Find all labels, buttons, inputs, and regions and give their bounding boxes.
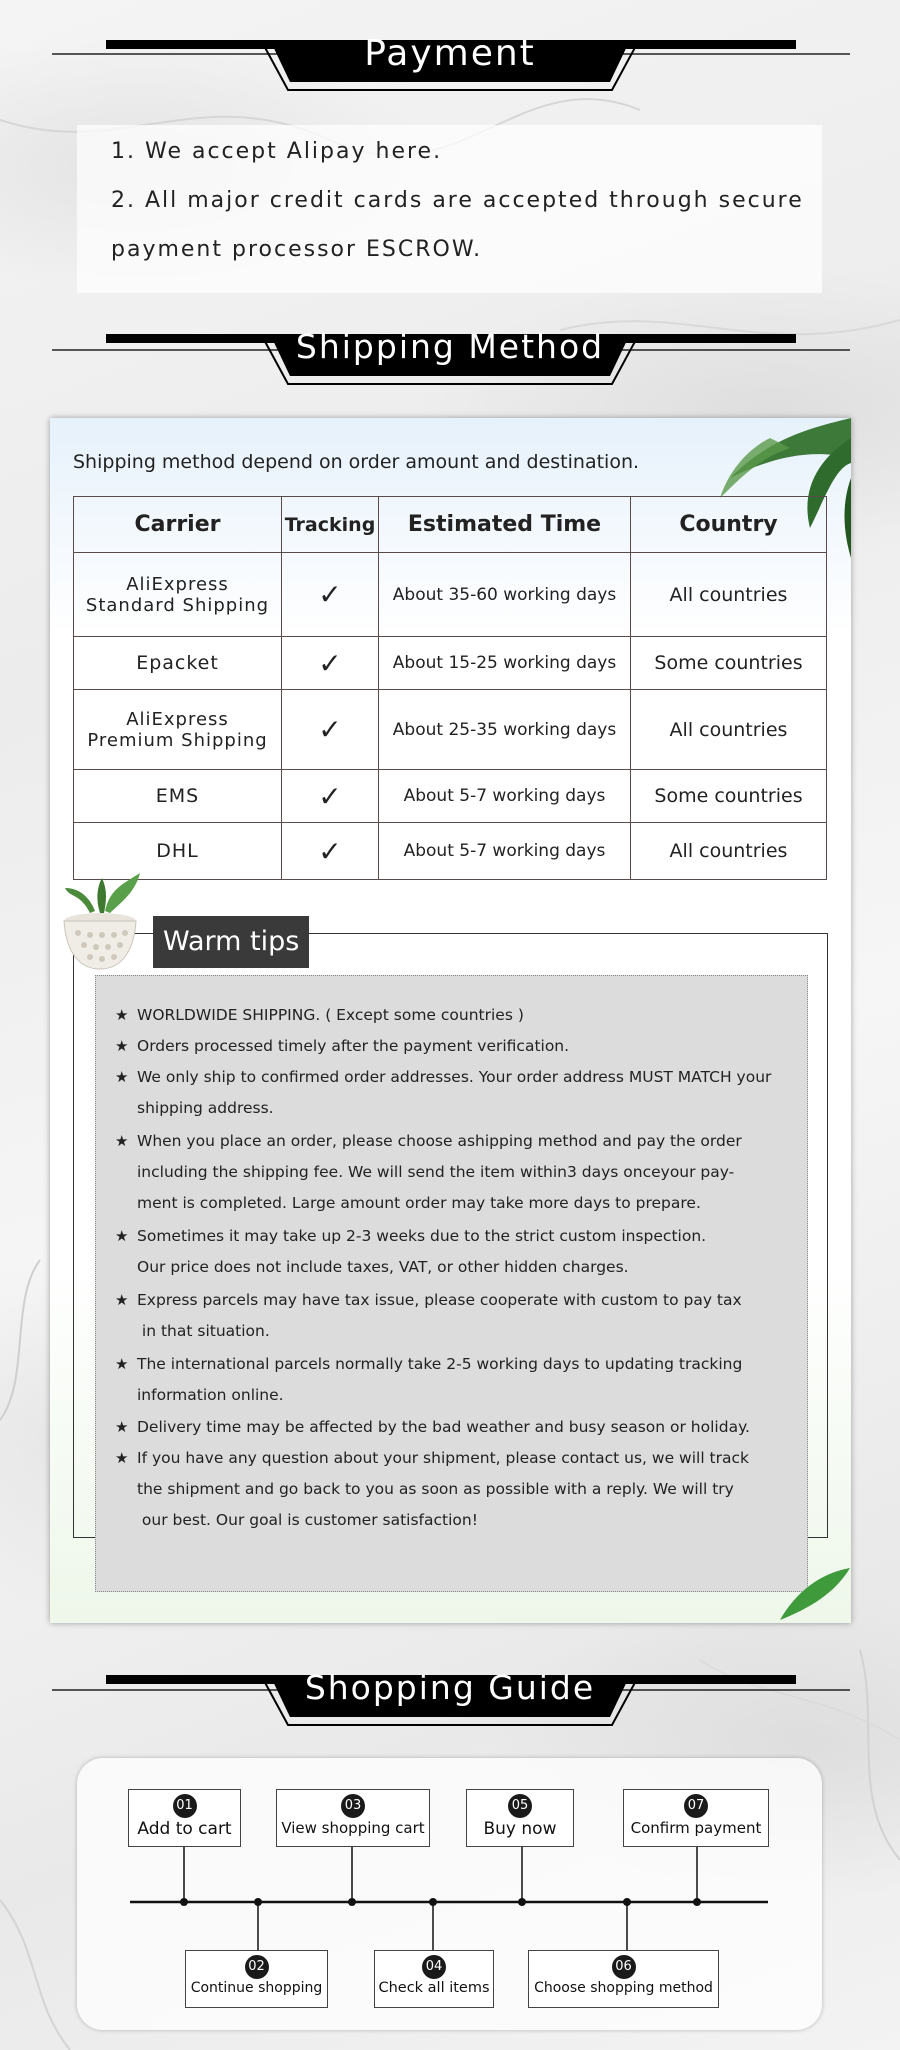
tracking-check-icon: ✓: [282, 637, 379, 690]
star-icon: ★: [115, 1068, 129, 1086]
country-cell: Some countries: [631, 637, 827, 690]
star-icon: ★: [115, 1355, 129, 1373]
header-estimated-time: Estimated Time: [379, 497, 631, 553]
step-number-badge: 01: [173, 1794, 197, 1818]
country-cell: All countries: [631, 690, 827, 770]
step-number-badge: 02: [245, 1955, 269, 1979]
tip-text: Our price does not include taxes, VAT, or other hidden charges.: [137, 1258, 629, 1276]
carrier-name-line-2: Premium Shipping: [87, 729, 268, 751]
step-label: View shopping cart: [281, 1819, 425, 1837]
step-view-shopping-cart: [276, 1789, 430, 1847]
star-icon: ★: [115, 1037, 129, 1055]
carrier-name-line-1: AliExpress: [126, 573, 229, 595]
tip-text: The international parcels normally take 2-5 working days to updating tracking: [137, 1355, 743, 1373]
carrier-name-line-2: Standard Shipping: [85, 594, 270, 616]
step-buy-now: [466, 1789, 574, 1847]
tip-text: the shipment and go back to you as soon as possible with a reply. We will try: [137, 1480, 734, 1498]
payment-line-1: 1. We accept Alipay here.: [111, 139, 443, 164]
step-number-badge: 07: [684, 1794, 708, 1818]
step-number-badge: 04: [422, 1955, 446, 1979]
carrier-cell: Epacket: [74, 637, 282, 690]
country-cell: Some countries: [631, 770, 827, 823]
time-cell: About 5-7 working days: [379, 770, 631, 823]
step-label: Check all items: [378, 1980, 490, 1996]
header-tracking: Tracking: [282, 497, 379, 553]
country-cell: All countries: [631, 553, 827, 637]
time-cell: About 35-60 working days: [379, 553, 631, 637]
carrier-name-line-1: AliExpress: [126, 708, 229, 730]
star-icon: ★: [115, 1291, 129, 1309]
country-cell: All countries: [631, 823, 827, 880]
tip-text: our best. Our goal is customer satisfaction!: [137, 1511, 478, 1529]
carrier-cell: EMS: [74, 770, 282, 823]
time-cell: About 15-25 working days: [379, 637, 631, 690]
shipping-intro: Shipping method depend on order amount and destination.: [73, 451, 640, 473]
step-label: Add to cart: [137, 1819, 232, 1839]
payment-line-3: payment processor ESCROW.: [111, 237, 483, 262]
warm-tips-label: Warm tips: [153, 916, 309, 968]
step-number-badge: 06: [612, 1955, 636, 1979]
star-icon: ★: [115, 1418, 129, 1436]
tip-text: information online.: [137, 1386, 284, 1404]
tip-text: Sometimes it may take up 2-3 weeks due to the strict custom inspection.: [137, 1227, 707, 1245]
tip-text: We only ship to confirmed order addresses. Your order address MUST MATCH your: [137, 1068, 772, 1086]
step-label: Continue shopping: [190, 1980, 323, 1996]
step-add-to-cart: [128, 1789, 241, 1847]
step-continue-shopping: [185, 1950, 328, 2008]
tip-text: shipping address.: [137, 1099, 274, 1117]
step-number-badge: 05: [508, 1794, 532, 1818]
tip-text: Express parcels may have tax issue, please cooperate with custom to pay tax: [137, 1291, 742, 1309]
tip-text: Orders processed timely after the payment verification.: [137, 1037, 570, 1055]
star-icon: ★: [115, 1227, 129, 1245]
step-label: Buy now: [483, 1819, 557, 1839]
payment-title: Payment: [364, 33, 536, 74]
shipping-title: Shipping Method: [295, 327, 605, 366]
star-icon: ★: [115, 1449, 129, 1467]
payment-line-2: 2. All major credit cards are accepted through secure: [111, 188, 804, 213]
header-carrier: Carrier: [74, 497, 282, 553]
star-icon: ★: [115, 1132, 129, 1150]
star-icon: ★: [115, 1006, 129, 1024]
time-cell: About 5-7 working days: [379, 823, 631, 880]
time-cell: About 25-35 working days: [379, 690, 631, 770]
tip-text: Delivery time may be affected by the bad weather and busy season or holiday.: [137, 1418, 750, 1436]
tip-text: ment is completed. Large amount order may take more days to prepare.: [137, 1194, 701, 1212]
tracking-check-icon: ✓: [282, 770, 379, 823]
carrier-cell: DHL: [74, 823, 282, 880]
step-number-badge: 03: [341, 1794, 365, 1818]
tracking-check-icon: ✓: [282, 553, 379, 637]
step-label: Choose shopping method: [534, 1980, 713, 1996]
guide-title: Shopping Guide: [304, 1668, 596, 1707]
step-choose-shopping-method: [528, 1950, 719, 2008]
step-label: Confirm payment: [630, 1819, 762, 1837]
step-confirm-payment: [623, 1789, 769, 1847]
tip-text: If you have any question about your shipment, please contact us, we will track: [137, 1449, 750, 1467]
header-country: Country: [631, 497, 827, 553]
step-check-all-items: [374, 1950, 494, 2008]
tip-text: WORLDWIDE SHIPPING. ( Except some countries ): [137, 1006, 524, 1024]
tip-text: including the shipping fee. We will send the item within3 days onceyour pay-: [137, 1163, 735, 1181]
tip-text: in that situation.: [137, 1322, 270, 1340]
tip-text: When you place an order, please choose ashipping method and pay the order: [137, 1132, 742, 1150]
tracking-check-icon: ✓: [282, 823, 379, 880]
tracking-check-icon: ✓: [282, 690, 379, 770]
